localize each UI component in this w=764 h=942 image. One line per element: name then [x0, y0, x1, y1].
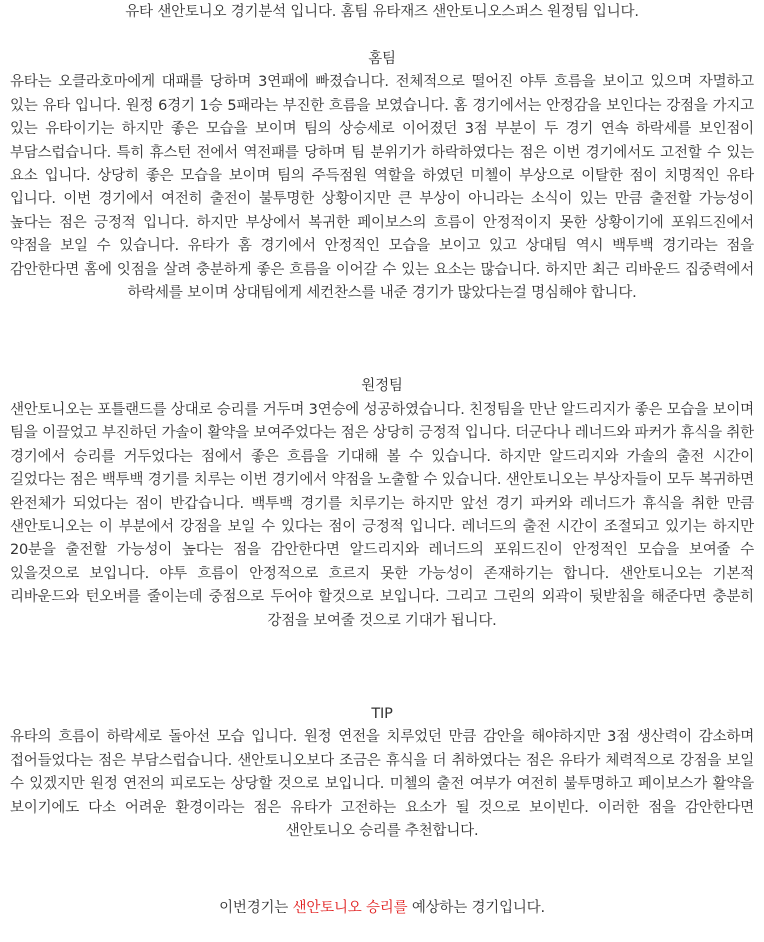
conclusion-prefix: 이번경기는	[219, 900, 293, 917]
conclusion	[10, 897, 754, 920]
home-team-title: 홈팀	[368, 51, 396, 67]
home-team-analysis: 유타는 오클라호마에게 대패를 당하며 3연패에 빠졌습니다. 전체적으로 떨어진 야투 흐름을 보이고 있으며 자멸하고 있는 유타 입니다. 원정 6경기 1승 5패라는 부진한 흐름을 보였습니다. 홈 경기에서는 안정감을 보인다는 강점을 가지고 있는 유타이기는 하지만 좋은 모습을 보이며 팀의 상승세로 이어졌던 3점 부분이 두 경기 연속 하락세를 보인점이 부담스럽습니다. 특히 휴스턴 전에서 역전패를 당하며 팀 분위기가 하락하였다는 점은 이번 경기에서도 고전할 수 있는 요소 입니다. 상당히 좋은 모습을 보이며 팀의 주득점원 역할을 하였던 미첼이 부상으로 이탈한 점이 치명적인 유타 입니다. 이번 경기에서 여전히 출전이 불투명한 상황이지만 큰 부상이 아니라는 소식이 있는 만큼 출전할 가능성이 높다는 점은 긍정적 입니다. 하지만 부상에서 복귀한 페이보스의 흐름이 안정적이지 못한 상황이기에 포워드진에서 약점을 보일 수 있습니다. 유타가 홈 경기에서 안정적인 모습을 보이고 있고 상대팀 역시 백투백 경기라는 점을 감안한다면 홈에 잇점을 살려 충분하게 좋은 흐름을 이어갈 수 있는 요소는 많습니다. 하지만 최근 리바운드 집중력에서 하락세를 보이며 상대팀에게 세컨찬스를 내준 경기가 많았다는걸 명심해야 합니다.	[10, 74, 754, 302]
away-team-analysis: 샌안토니오는 포틀랜드를 상대로 승리를 거두며 3연승에 성공하였습니다. 친정팀을 만난 알드리지가 좋은 모습을 보이며 팀을 이끌었고 부진하던 가솔이 활약을 보여주었다는 점은 상당히 긍정적 입니다. 더군다나 레너드와 파커가 휴식을 취한 경기에서 승리를 거두었다는 점에서 좋은 흐름을 기대해 볼 수 있습니다. 하지만 알드리지와 가솔의 출전 시간이 길었다는 점은 백투백 경기를 치루는 이번 경기에서 약점을 노출할 수 있습니다. 샌안토니오는 부상자들이 모두 복귀하면 완전체가 되었다는 점이 반갑습니다. 백투백 경기를 치루기는 하지만 앞선 경기 파커와 레너드가 휴식을 취한 만큼 샌안토니오는 이 부분에서 강점을 보일 수 있다는 점이 긍정적 입니다. 레너드의 출전 시간이 조절되고 있기는 하지만 20분을 출전할 가능성이 높다는 점을 감안한다면 알드리지와 레너드의 포워드진이 안정적인 모습을 보여줄 수 있을것으로 보입니다. 야투 흐름이 안정적으로 흐르지 못한 가능성이 존재하기는 합니다. 샌안토니오는 기본적 리바운드와 턴오버를 줄이는데 중점으로 두어야 할것으로 보입니다. 그리고 그린의 외곽이 뒷받침을 해준다면 충분히 강점을 보여줄 것으로 기대가 됩니다.	[10, 401, 754, 629]
spacer	[10, 305, 754, 351]
tip-title: TIP	[371, 705, 393, 722]
conclusion-suffix: 예상하는 경기입니다.	[407, 900, 545, 917]
intro-text: 유타 샌안토니오 경기분석 입니다. 홈팀 유타재즈 샌안토니오스퍼스 원정팀 입니다.	[125, 4, 639, 20]
spacer	[10, 843, 754, 897]
spacer	[10, 633, 754, 679]
tip-analysis: 유타의 흐름이 하락세로 돌아선 모습 입니다. 원정 연전을 치루었던 만큼 감안을 해야하지만 3점 생산력이 감소하며 접어들었다는 점은 부담스럽습니다. 샌안토니오보다 조금은 휴식을 더 취하였다는 점은 유타가 체력적으로 강점을 보일 수 있겠지만 원정 연전의 피로도는 상당할 것으로 보입니다. 미첼의 출전 여부가 여전히 불투명하고 페이보스가 활약을 보이기에도 다소 어려운 환경이라는 점은 유타가 고전하는 요소가 될 것으로 보이빈다. 이러한 점을 감안한다면 샌안토니오 승리를 추천합니다.	[10, 729, 754, 839]
conclusion-highlight: 샌안토니오 승리를	[292, 900, 408, 917]
away-team-title: 원정팀	[361, 378, 403, 395]
